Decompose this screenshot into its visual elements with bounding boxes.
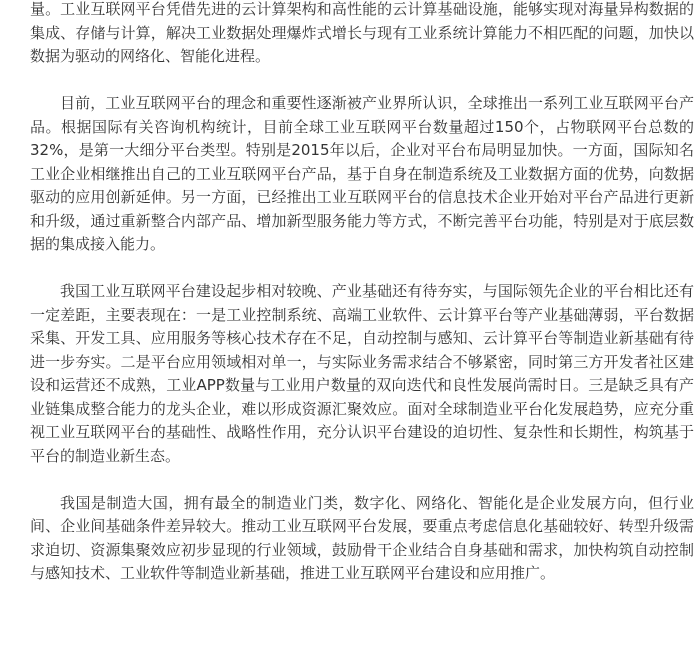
paragraph-spacer [30, 69, 694, 93]
paragraph-2: 目前，工业互联网平台的理念和重要性逐渐被产业界所认识，全球推出一系列工业互联网平台产品。根据国际有关咨询机构统计，目前全球工业互联网平台数量超过150个，占物联网平台总数的32%，是第一大细分平台类型。特别是2015年以后，企业对平台布局明显加快。一方面，国际知名工业企业相继推出自己的工业互联网平台产品，基于自身在制造系统及工业数据方面的优势，向数据驱动的应用创新延伸。另一方面，已经推出工业互联网平台的信息技术企业开始对平台产品进行更新和升级，通过重新整合内部产品、增加新型服务能力等方式，不断完善平台功能，特别是对于底层数据的集成接入能力。 [30, 94, 694, 253]
paragraph-3: 我国工业互联网平台建设起步相对较晚、产业基础还有待夯实，与国际领先企业的平台相比还有一定差距，主要表现在：一是工业控制系统、高端工业软件、云计算平台等产业基础薄弱，平台数据采集、开发工具、应用服务等核心技术存在不足，自动控制与感知、云计算平台等制造业新基础有待进一步夯实。二是平台应用领域相对单一，与实际业务需求结合不够紧密，同时第三方开发者社区建设和运营还不成熟，工业APP数量与工业用户数量的双向迭代和良性发展尚需时日。三是缺乏具有产业链集成整合能力的龙头企业，难以形成资源汇聚效应。面对全球制造业平台化发展趋势，应充分重视工业互联网平台的基础性、战略性作用，充分认识平台建设的迫切性、复杂性和长期性，构筑基于平台的制造业新生态。 [30, 282, 694, 465]
paragraph-4: 我国是制造大国，拥有最全的制造业门类，数字化、网络化、智能化是企业发展方向，但行业间、企业间基础条件差异较大。推动工业互联网平台发展，要重点考虑信息化基础较好、转型升级需求迫切、资源集聚效应初步显现的行业领域，鼓励骨干企业结合自身基础和需求，加快构筑自动控制与感知技术、工业软件等制造业新基础，推进工业互联网平台建设和应用推广。 [30, 493, 694, 582]
paragraph-spacer [30, 468, 694, 492]
paragraph-spacer [30, 257, 694, 281]
paragraph-1: 量。工业互联网平台凭借先进的云计算架构和高性能的云计算基础设施，能够实现对海量异构数据的集成、存储与计算，解决工业数据处理爆炸式增长与现有工业系统计算能力不相匹配的问题，加快以数据为驱动的网络化、智能化进程。 [30, 0, 694, 65]
